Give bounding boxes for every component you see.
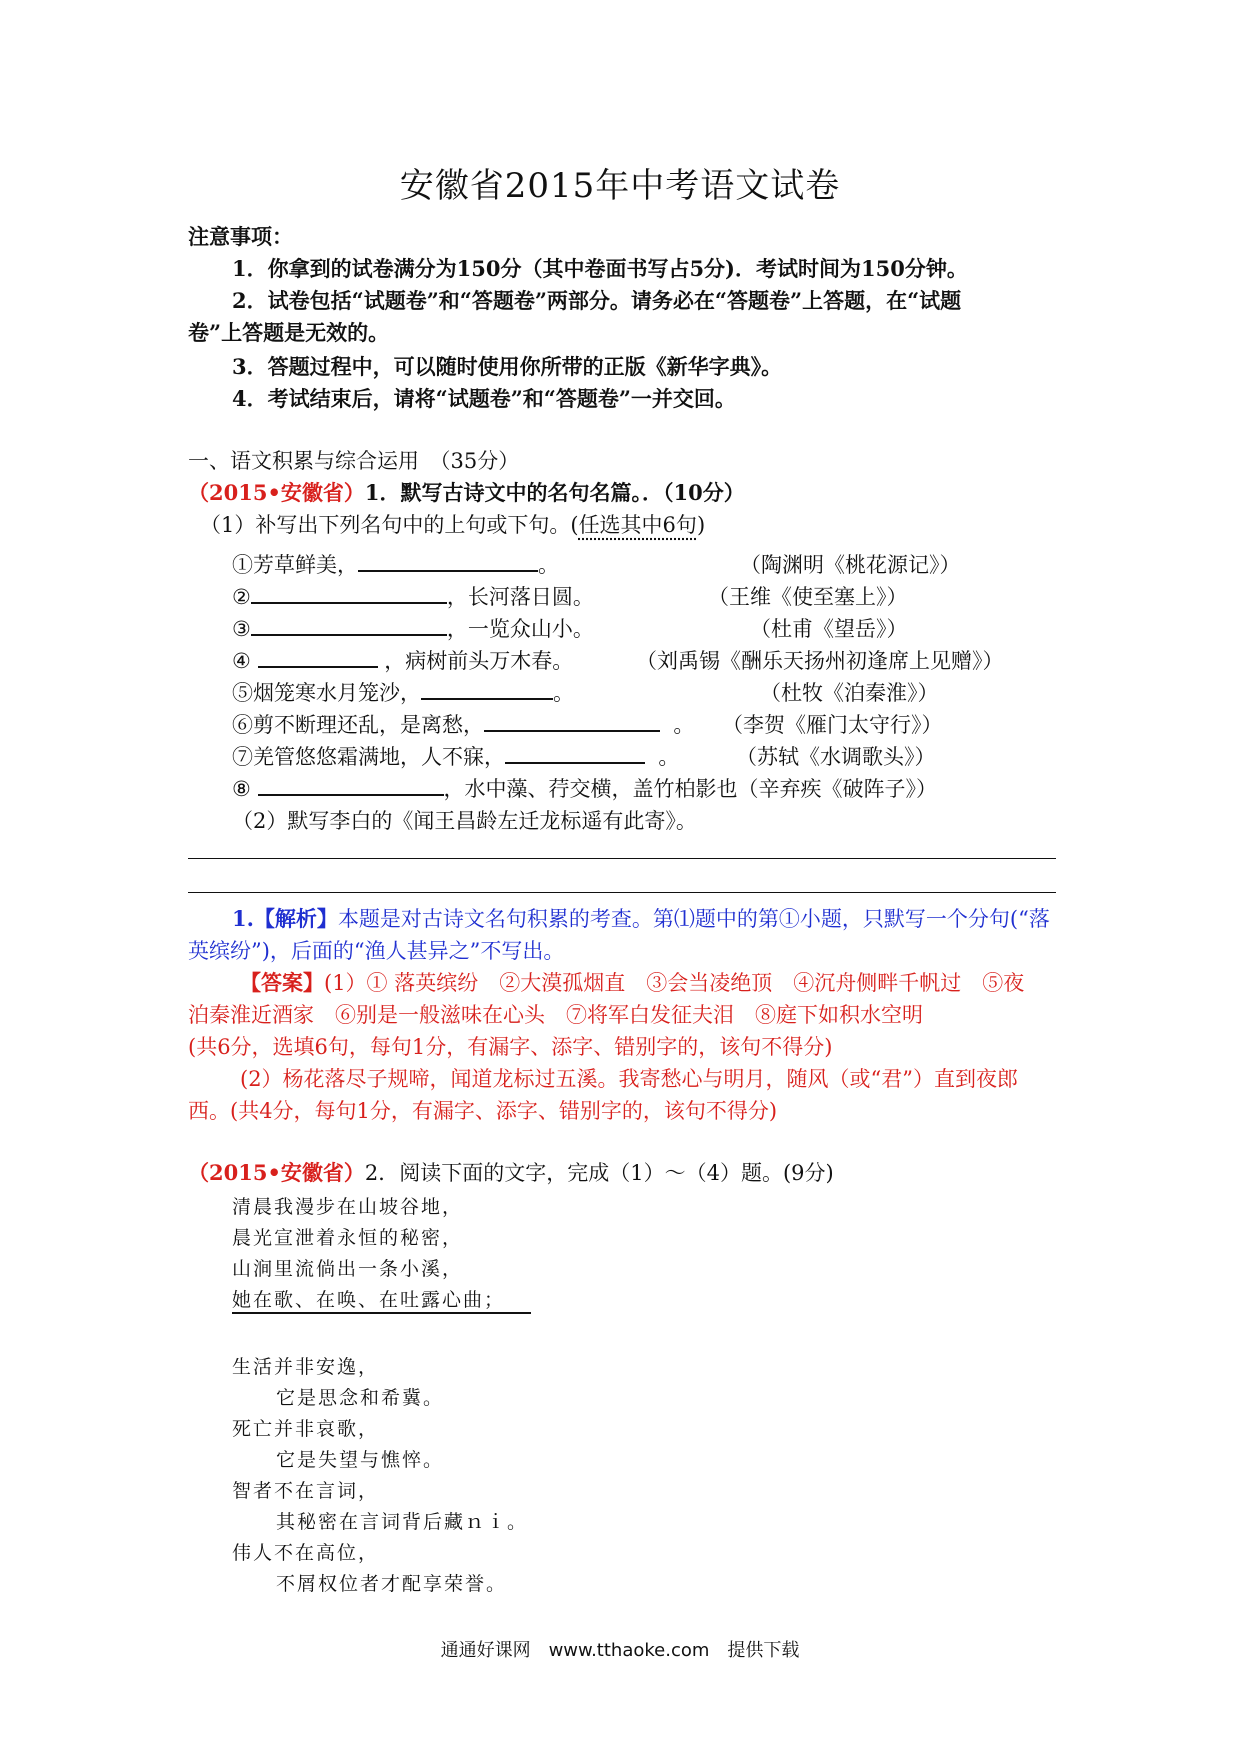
fill-pre: ⑤烟笼寒水月笼沙，	[232, 681, 421, 705]
poem-line: 智者不在言词，	[232, 1480, 380, 1502]
answer-label: 【答案】	[240, 970, 324, 995]
poem-line: 清晨我漫步在山坡谷地，	[232, 1196, 464, 1218]
answer-line-1	[240, 968, 1024, 998]
answer-line-5: 西。(共4分，每句1分，有漏字、添字、错别字的，该句不得分)	[188, 1099, 778, 1123]
fill-line-5	[232, 678, 574, 708]
fill-post: 。	[658, 745, 680, 769]
answer-blank[interactable]	[484, 710, 660, 732]
source-4: （刘禹锡《酬乐天扬州初逢席上见赠》）	[636, 649, 1004, 673]
analysis-line-2: 英缤纷”)，后面的“渔人甚异之”不写出。	[188, 939, 565, 963]
question-2-title: 2．阅读下面的文字，完成（1）～（4）题。(9分)	[364, 1161, 834, 1185]
fill-line-8	[232, 774, 937, 804]
source-5: （杜牧《泊秦淮》）	[760, 681, 939, 705]
fill-line-1	[232, 550, 559, 580]
page-footer: 通通好课网 www.tthaoke.com 提供下载	[440, 1640, 800, 1661]
analysis-text: 本题是对古诗文名句积累的考查。第⑴题中的第①小题，只默写一个分句(“落	[337, 907, 1050, 931]
poem-line: 死亡并非哀歌，	[232, 1418, 380, 1440]
fill-post: 。	[538, 553, 559, 577]
notice-item-2: 2．试卷包括“试题卷”和“答题卷”两部分。请务必在“答题卷”上答题，在“试题	[232, 288, 962, 313]
poem-line: 山涧里流倘出一条小溪，	[232, 1258, 464, 1280]
poem-line-underlined: 她在歌、在唤、在吐露心曲；	[232, 1285, 531, 1314]
notice-item-1: 1．你拿到的试卷满分为150分（其中卷面书写占5分)．考试时间为150分钟。	[232, 256, 968, 281]
fill-post: ，一览众山小。	[446, 617, 594, 641]
section-heading: 一、语文积累与综合运用 （35分）	[188, 449, 520, 473]
answer-blank[interactable]	[358, 550, 538, 572]
fill-line-7	[232, 742, 679, 772]
notice-item-4: 4．考试结束后，请将“试题卷”和“答题卷”一并交回。	[232, 386, 736, 411]
notice-heading: 注意事项：	[188, 224, 293, 249]
sub-question-2: （2）默写李白的《闻王昌龄左迁龙标遥有此寄》。	[232, 809, 697, 833]
divider	[188, 892, 1056, 893]
source-2: （王维《使至塞上》）	[708, 585, 908, 609]
poem-line: 不屑权位者才配享荣誉。	[276, 1573, 508, 1595]
fill-pre: ③	[232, 617, 251, 641]
source-3: （杜甫《望岳》）	[750, 617, 908, 641]
fill-pre: ②	[232, 585, 251, 609]
poem-line: 晨光宣泄着永恒的秘密，	[232, 1227, 464, 1249]
answer-text: (1）① 落英缤纷 ②大漠孤烟直 ③会当凌绝顶 ④沉舟侧畔千帆过 ⑤夜	[324, 971, 1025, 995]
question-1-title: 1．默写古诗文中的名句名篇。．（10分）	[364, 480, 745, 505]
question-2-header	[188, 1158, 834, 1188]
poem-line: 其秘密在言词背后藏ｎｉ。	[276, 1511, 529, 1533]
question-1-header	[188, 478, 745, 508]
answer-blank[interactable]	[251, 582, 447, 604]
answer-blank[interactable]	[251, 614, 447, 636]
fill-pre: ⑧	[232, 777, 251, 801]
sub1-prefix: （1）补写出下列名句中的上句或下句。(	[200, 513, 579, 537]
notice-item-3: 3．答题过程中，可以随时使用你所带的正版《新华字典》。	[232, 354, 783, 379]
answer-line-2: 泊秦淮近酒家 ⑥别是一般滋味在心头 ⑦将军白发征夫泪 ⑧庭下如积水空明	[188, 1003, 923, 1027]
answer-blank[interactable]	[505, 742, 645, 764]
fill-post: 。	[553, 681, 574, 705]
answer-blank[interactable]	[258, 646, 378, 668]
answer-line-3: (共6分，选填6句，每句1分，有漏字、添字、错别字的，该句不得分)	[188, 1035, 833, 1059]
fill-post: 。	[673, 713, 695, 737]
answer-line-4: (2）杨花落尽子规啼，闻道龙标过五溪。我寄愁心与明月，随风（或“君”）直到夜郎	[240, 1067, 1019, 1091]
fill-post: ，长河落日圆。	[446, 585, 594, 609]
sub1-suffix: )	[696, 513, 706, 537]
sub-question-1	[200, 510, 705, 540]
poem-line: 它是失望与憔悴。	[276, 1449, 445, 1471]
analysis-label: 1.【解析】	[232, 906, 338, 931]
fill-line-4	[232, 646, 573, 676]
sub1-dotted-emphasis: 任选其中6句	[578, 513, 697, 537]
notice-item-2-cont: 卷”上答题是无效的。	[188, 320, 390, 345]
fill-pre: ⑦羌管悠悠霜满地，人不寐，	[232, 745, 505, 769]
fill-post: ，水中藻、荇交横，盖竹柏影也（辛弃疾《破阵子》）	[443, 777, 938, 801]
fill-pre: ⑥剪不断理还乱，是离愁，	[232, 713, 484, 737]
fill-line-6	[232, 710, 694, 740]
question-source-tag: （2015•安徽省）	[188, 1160, 365, 1185]
poem-line: 生活并非安逸，	[232, 1356, 380, 1378]
answer-line[interactable]	[188, 858, 1056, 859]
analysis-line-1	[232, 904, 1050, 934]
fill-post: ，病树前头万木春。	[384, 649, 574, 673]
fill-pre: ①芳草鲜美，	[232, 553, 358, 577]
fill-line-3	[232, 614, 594, 644]
source-1: （陶渊明《桃花源记》）	[740, 553, 961, 577]
page-title: 安徽省2015年中考语文试卷	[399, 166, 841, 206]
question-source-tag: （2015•安徽省）	[188, 480, 365, 505]
fill-pre: ④	[232, 649, 251, 673]
source-6: （李贺《雁门太守行》）	[722, 713, 943, 737]
fill-line-2	[232, 582, 594, 612]
answer-blank[interactable]	[421, 678, 553, 700]
poem-line: 它是思念和希冀。	[276, 1387, 445, 1409]
answer-blank[interactable]	[258, 774, 444, 796]
source-7: （苏轼《水调歌头》）	[736, 745, 936, 769]
poem-line: 伟人不在高位，	[232, 1542, 380, 1564]
